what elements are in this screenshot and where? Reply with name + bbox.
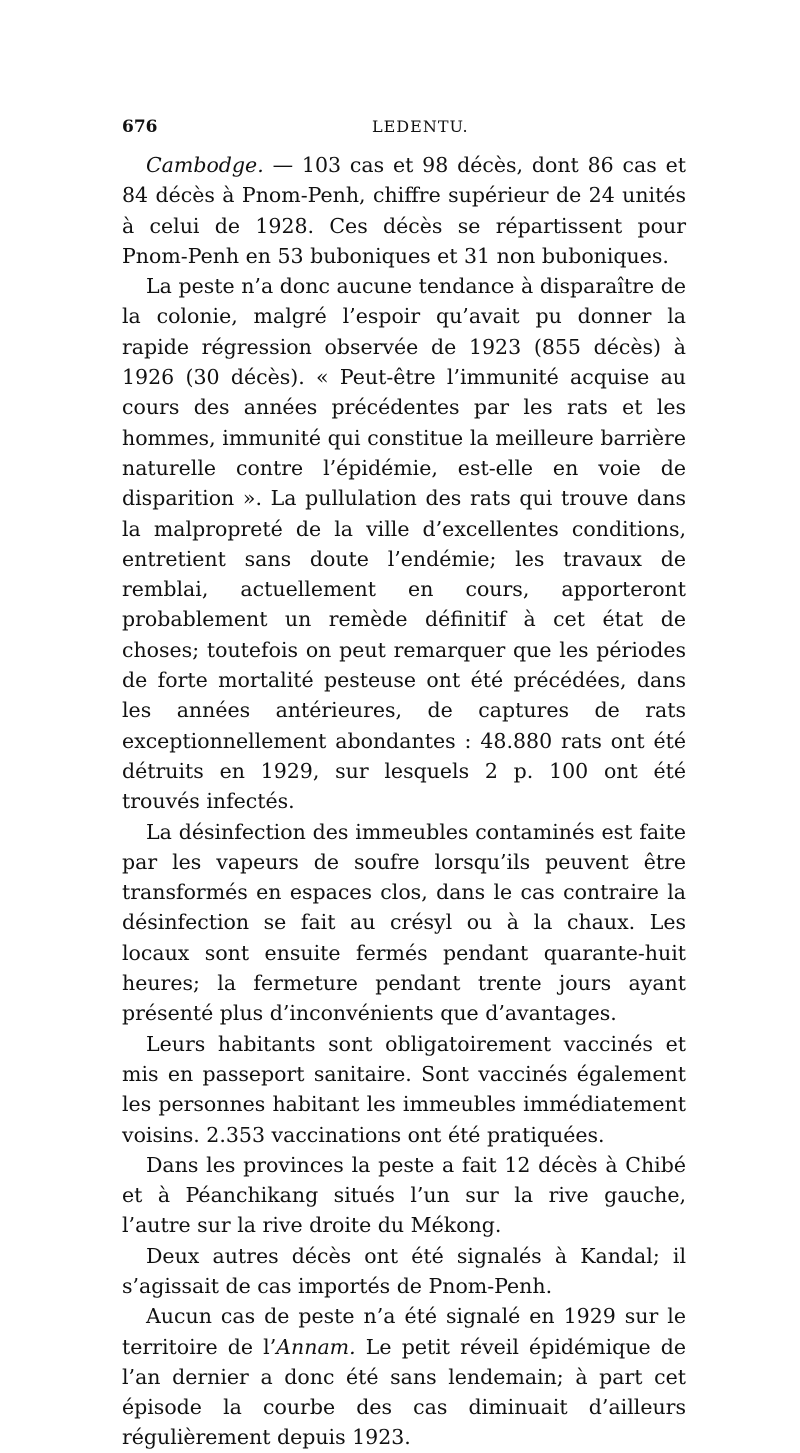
paragraph-vaccination: Leurs habitants sont obligatoirement vaccinés et mis en passeport sanitaire. Sont vaccinés également les personnes habitant les immeubles immédiatement voisins. 2.353 vaccinations ont été pratiquées. [122, 1031, 686, 1147]
page-number: 676 [122, 117, 158, 137]
paragraph-annam-text: Le petit réveil épidémique de l’an dernier a donc été sans lendemain; à part cet épisode la courbe des cas diminuait d’ailleurs régulièrement depuis 1923. [122, 1334, 686, 1450]
paragraph-desinfection: La désinfection des immeubles contaminés est faite par les vapeurs de soufre lorsqu’ils peuvent être transformés en espaces clos, dans le cas contraire la désinfection se fait au crésyl ou à la chaux. Les locaux sont ensuite fermés pendant quarante-huit heures; la fermeture pendant trente jours ayant présenté plus d’inconvénients que d’avantages. [122, 819, 686, 1026]
place-name-cambodge: Cambodge. [146, 153, 264, 177]
paragraph-provinces: Dans les provinces la peste a fait 12 décès à Chibé et à Péanchikang situés l’un sur la rive gauche, l’autre sur la rive droite du Mékong. [122, 1152, 686, 1238]
paragraph-annam [122, 1301, 686, 1452]
running-title: LEDENTU. [372, 117, 469, 136]
paragraph-peste-tendance: La peste n’a donc aucune tendance à disparaître de la colonie, malgré l’espoir qu’avait pu donner la rapide régression observée de 1923 (855 décès) à 1926 (30 décès). « Peut-être l’immunité acquise au cours des années précédentes par les rats et les hommes, immunité qui constitue la meilleure barrière naturelle contre l’épidémie, est-elle en voie de disparition ». La pullulation des rats qui trouve dans la malpropreté de la ville d’excellentes conditions, entretient sans doute l’endémie; les travaux de remblai, actuellement en cours, apporteront probablement un remède définitif à cet état de choses; toutefois on peut remarquer que les périodes de forte mortalité pesteuse ont été précédées, dans les années antérieures, de captures de rats exceptionnellement abondantes : 48.880 rats ont été détruits en 1929, sur lesquels 2 p. 100 ont été trouvés infectés. [122, 274, 686, 814]
paragraph-cambodge-text: — 103 cas et 98 décès, dont 86 cas et 84 décès à Pnom-Penh, chiffre supérieur de 24 unités à celui de 1928. Ces décès se répartissent pour Pnom-Penh en 53 buboniques et 31 non buboniques. [122, 153, 686, 268]
text-body [122, 150, 686, 1453]
paragraph-annam-lead: Aucun cas de peste n’a été signalé en 1929 sur le territoire de l’ [122, 1304, 686, 1359]
place-name-annam: Annam. [276, 1334, 356, 1359]
page-header [122, 117, 682, 143]
paragraph-cambodge [122, 150, 686, 271]
paragraph-kandal: Deux autres décès ont été signalés à Kandal; il s’agissait de cas importés de Pnom-Penh. [122, 1243, 686, 1298]
